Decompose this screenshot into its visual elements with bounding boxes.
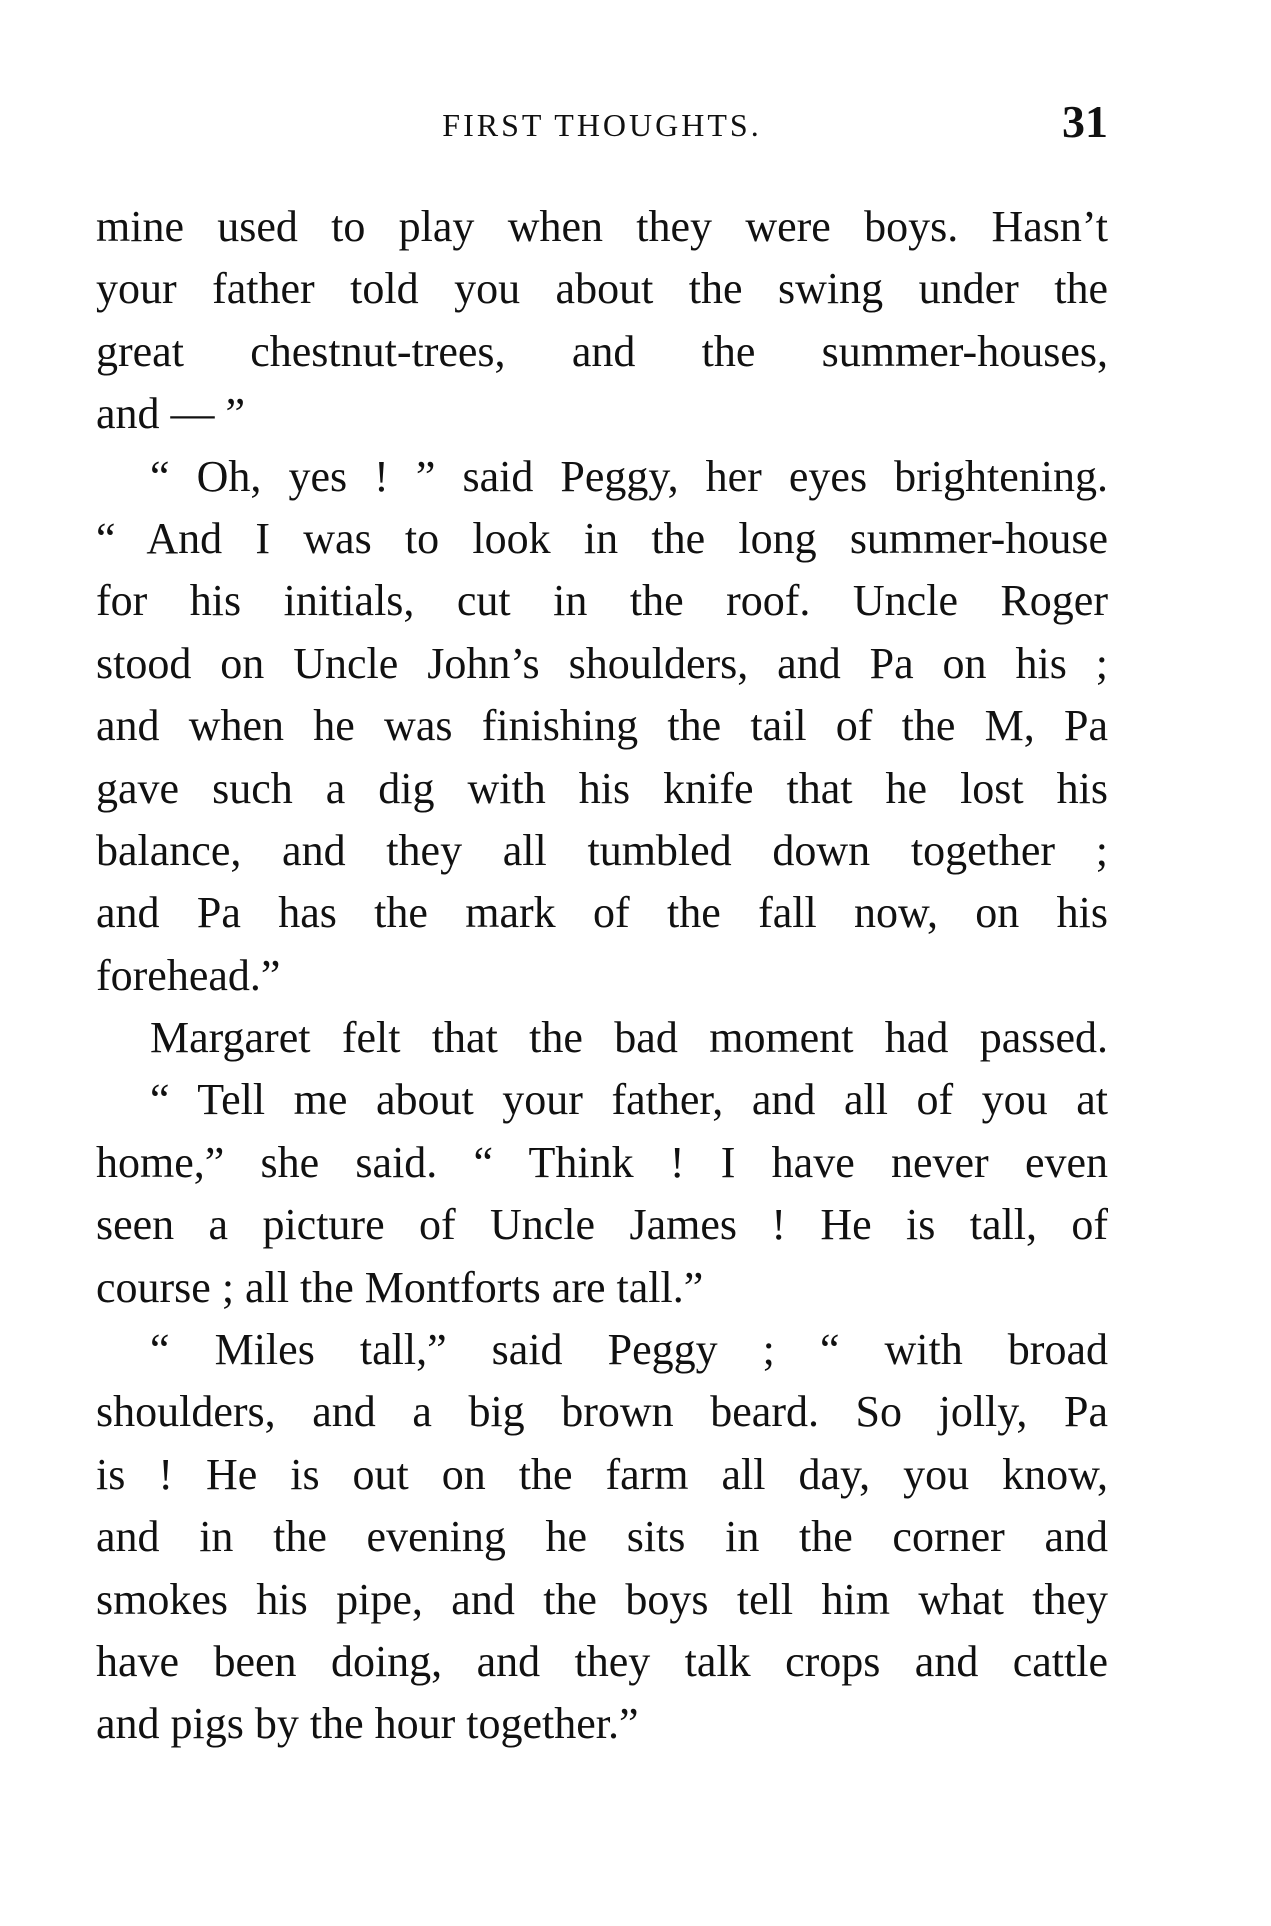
text-line: course ; all the Montforts are tall.”	[96, 1262, 704, 1312]
text-line: home,” she said. “ Think ! I have never even	[96, 1137, 1108, 1187]
text-line: stood on Uncle John’s shoulders, and Pa on his ;	[96, 638, 1108, 688]
text-line: for his initials, cut in the roof. Uncle Roger	[96, 576, 1108, 626]
text-line: great chestnut-trees, and the summer-houses,	[96, 326, 1108, 376]
text-line: “ Oh, yes ! ” said Peggy, her eyes brightening.	[150, 451, 1108, 501]
text-line: “ Tell me about your father, and all of you at	[150, 1075, 1108, 1125]
text-line: shoulders, and a big brown beard. So jolly, Pa	[96, 1387, 1108, 1437]
text-line: gave such a dig with his knife that he lost his	[96, 763, 1108, 813]
text-line: “ Miles tall,” said Peggy ; “ with broad	[150, 1325, 1108, 1375]
text-line: “ And I was to look in the long summer-house	[96, 513, 1108, 563]
text-line: mine used to play when they were boys. Hasn’t	[96, 202, 1108, 251]
text-line: your father told you about the swing under the	[96, 264, 1108, 314]
page-header	[96, 95, 1108, 155]
text-line: and when he was finishing the tail of the M, Pa	[96, 701, 1108, 751]
text-line: and Pa has the mark of the fall now, on his	[96, 888, 1108, 938]
text-line: is ! He is out on the farm all day, you know,	[96, 1449, 1108, 1499]
text-line: forehead.”	[96, 950, 281, 1000]
text-line: and — ”	[96, 389, 246, 439]
text-line: balance, and they all tumbled down together ;	[96, 825, 1108, 875]
page-number: 31	[1062, 96, 1108, 147]
text-line: smokes his pipe, and the boys tell him what they	[96, 1574, 1108, 1624]
text-line: and pigs by the hour together.”	[96, 1699, 639, 1749]
text-line: seen a picture of Uncle James ! He is tall, of	[96, 1200, 1108, 1250]
text-line: and in the evening he sits in the corner and	[96, 1512, 1108, 1562]
text-line: Margaret felt that the bad moment had passed.	[150, 1013, 1108, 1063]
running-title: FIRST THOUGHTS.	[442, 107, 762, 143]
text-line: have been doing, and they talk crops and cattle	[96, 1636, 1108, 1686]
body-text	[96, 196, 1108, 1756]
